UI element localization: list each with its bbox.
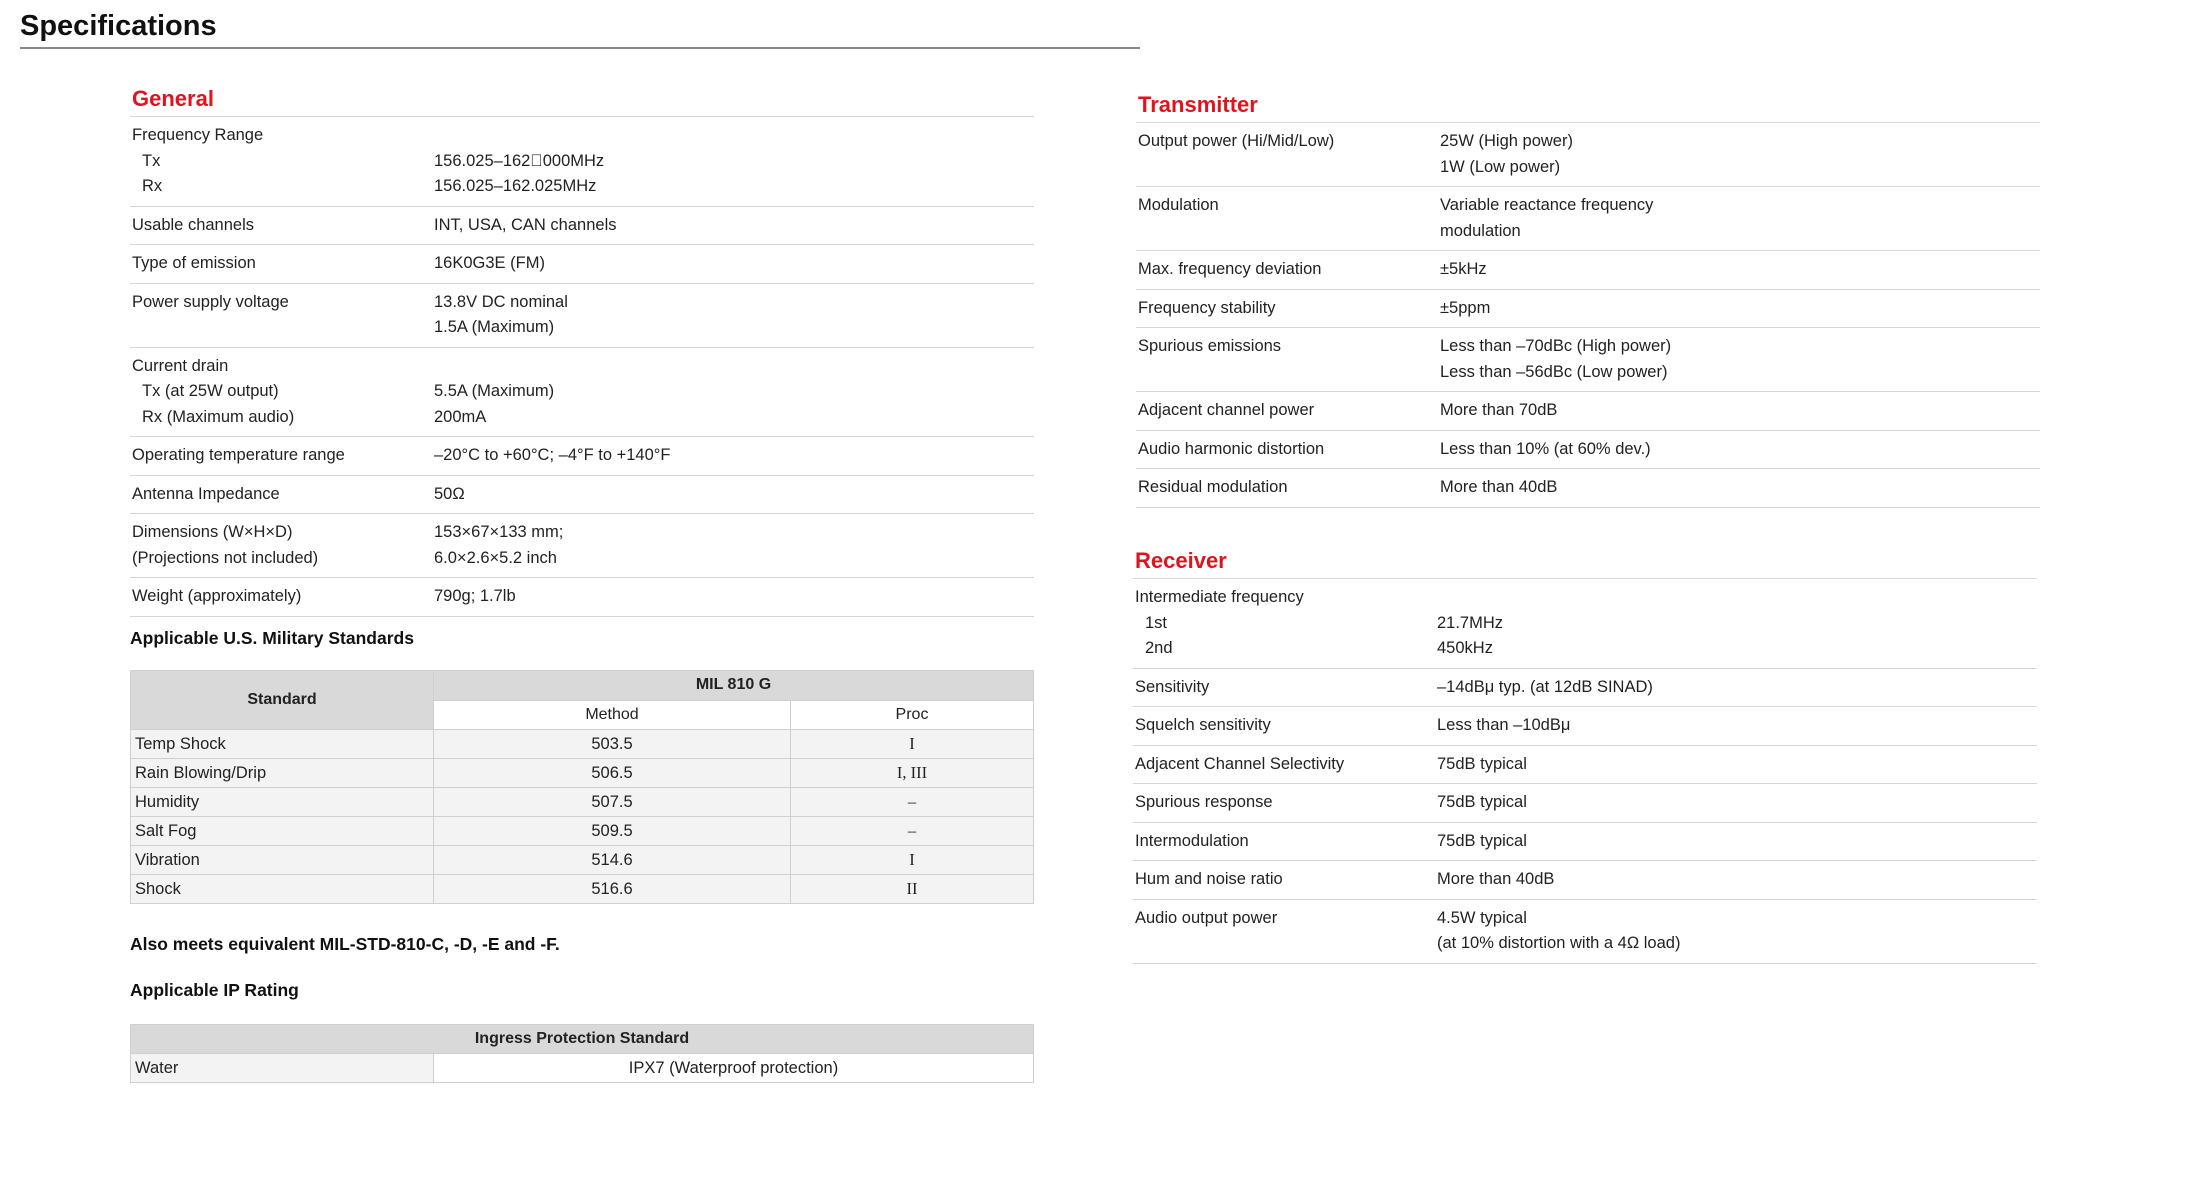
- spec-label: [132, 251, 434, 277]
- table-row: [131, 1054, 1034, 1083]
- spec-value-line: [434, 354, 1034, 380]
- spec-value: [434, 520, 1034, 571]
- page-title: Specifications: [20, 10, 217, 42]
- spec-value: [1440, 257, 2040, 283]
- military-standards-table: [130, 670, 1034, 904]
- spec-value: [434, 584, 1034, 610]
- spec-label-line: Weight (approximately): [132, 587, 302, 605]
- spec-label-line: Output power (Hi/Mid/Low): [1138, 132, 1335, 150]
- spec-label: [1135, 867, 1437, 893]
- spec-label: [1138, 334, 1440, 385]
- spec-label-line: Frequency Range: [132, 126, 264, 144]
- spec-value-line: 16K0G3E (FM): [434, 254, 545, 272]
- method-cell: 507.5: [434, 788, 791, 817]
- spec-row: [1133, 900, 2037, 964]
- spec-label: [1138, 475, 1440, 501]
- method-cell: 516.6: [434, 875, 791, 904]
- spec-value-line: 75dB typical: [1437, 793, 1527, 811]
- proc-cell: I: [791, 846, 1034, 875]
- spec-label-line: Sensitivity: [1135, 677, 1210, 696]
- spec-value: [1440, 334, 2040, 385]
- ip-label-cell: Water: [131, 1054, 434, 1083]
- spec-label-line: [132, 315, 434, 341]
- spec-value-line: 450kHz: [1437, 639, 1493, 657]
- spec-value-line: 75dB typical: [1437, 831, 1527, 850]
- spec-value: [434, 123, 1034, 200]
- proc-cell: I, III: [791, 759, 1034, 788]
- spec-value-line: –14dBμ typ. (at 12dB SINAD): [1437, 677, 1653, 696]
- spec-row: [1133, 823, 2037, 862]
- spec-row: [130, 117, 1034, 207]
- spec-row: [1133, 861, 2037, 900]
- spec-value: [1437, 713, 2037, 739]
- spec-value-line: Variable reactance frequency: [1440, 196, 1654, 214]
- title-divider: [20, 47, 1140, 49]
- spec-row: [130, 476, 1034, 515]
- standard-cell: Salt Fog: [131, 817, 434, 846]
- spec-value: [1437, 585, 2037, 662]
- spec-row: [1133, 669, 2037, 708]
- proc-cell: I: [791, 730, 1034, 759]
- ip-rating-heading: Applicable IP Rating: [130, 980, 299, 1000]
- spec-row: [130, 348, 1034, 438]
- spec-value: [1440, 296, 2040, 322]
- spec-row: [1133, 579, 2037, 669]
- spec-value-line: 156.025–162.025MHz: [434, 177, 597, 195]
- proc-cell: II: [791, 875, 1034, 904]
- spec-value-line: More than 40dB: [1437, 870, 1555, 888]
- spec-label-line: Current drain: [132, 356, 229, 375]
- ip-value-cell: IPX7 (Waterproof protection): [434, 1054, 1034, 1083]
- spec-value-line: 156.025–162 000MHz: [434, 151, 605, 170]
- spec-label: [132, 213, 434, 239]
- spec-value-line: 50Ω: [434, 484, 465, 503]
- col-mil810g-header: MIL 810 G: [434, 671, 1034, 701]
- spec-value: [1437, 752, 2037, 778]
- spec-value: [1440, 129, 2040, 180]
- spec-value: [434, 213, 1034, 239]
- spec-label-line: Spurious response: [1135, 793, 1273, 811]
- general-title: General: [130, 82, 1034, 117]
- spec-value-line: More than 70dB: [1440, 401, 1558, 419]
- spec-label: [132, 123, 434, 200]
- spec-value-line: 153×67×133 mm;: [434, 523, 564, 541]
- spec-value-line: 21.7MHz: [1437, 613, 1504, 632]
- spec-row: [1136, 290, 2040, 329]
- spec-value-line: INT, USA, CAN channels: [434, 215, 617, 234]
- spec-label-line: [1138, 155, 1440, 181]
- spec-value: [1440, 398, 2040, 424]
- spec-value-line: Less than –70dBc (High power): [1440, 337, 1672, 355]
- spec-label-line: Usable channels: [132, 215, 254, 234]
- table-row: [131, 759, 1034, 788]
- spec-row: [130, 207, 1034, 246]
- spec-value-line: 200mA: [434, 407, 487, 426]
- spec-label-line: (Projections not included): [132, 548, 319, 567]
- spec-label: [1138, 193, 1440, 244]
- spec-label-line: Dimensions (W×H×D): [132, 523, 293, 541]
- spec-label-line: Operating temperature range: [132, 446, 345, 464]
- transmitter-section: [1136, 88, 2040, 508]
- spec-value-line: 25W (High power): [1440, 132, 1573, 150]
- spec-label-line: Hum and noise ratio: [1135, 870, 1283, 888]
- spec-value: [1437, 675, 2037, 701]
- spec-value: [1440, 437, 2040, 463]
- spec-label-line: Adjacent Channel Selectivity: [1135, 754, 1345, 773]
- general-spec-list: [130, 117, 1034, 617]
- spec-label: [1135, 752, 1437, 778]
- transmitter-title: Transmitter: [1136, 88, 2040, 123]
- spec-value: [434, 290, 1034, 341]
- spec-label-line: Power supply voltage: [132, 292, 289, 311]
- spec-value-line: Less than –56dBc (Low power): [1440, 362, 1668, 381]
- spec-label: [1138, 129, 1440, 180]
- left-column: [130, 82, 1034, 1077]
- also-meets-note: Also meets equivalent MIL-STD-810-C, -D, -E and -F.: [130, 934, 560, 954]
- spec-label-line: Residual modulation: [1138, 478, 1288, 496]
- spec-value-line: 5.5A (Maximum): [434, 382, 555, 400]
- spec-row: [1136, 392, 2040, 431]
- spec-value-line: ±5kHz: [1440, 260, 1487, 278]
- spec-label: [1135, 713, 1437, 739]
- table-row: [131, 817, 1034, 846]
- military-table-body: [131, 730, 1034, 904]
- spec-value-line: –20°C to +60°C; –4°F to +140°F: [434, 446, 671, 464]
- spec-label: [1135, 675, 1437, 701]
- spec-value-line: modulation: [1440, 221, 1521, 240]
- spec-value: [434, 443, 1034, 469]
- spec-label-line: [1135, 931, 1437, 957]
- right-column: [1135, 88, 2040, 952]
- ip-rating-table: [130, 1024, 1034, 1083]
- spec-label-line: Frequency stability: [1138, 298, 1276, 317]
- standard-cell: Vibration: [131, 846, 434, 875]
- table-row: [131, 730, 1034, 759]
- spec-label-line: Modulation: [1138, 196, 1219, 214]
- spec-label: [132, 354, 434, 431]
- spec-label-line: Spurious emissions: [1138, 337, 1282, 355]
- spec-value-line: More than 40dB: [1440, 478, 1558, 496]
- spec-label: [1135, 790, 1437, 816]
- spec-value: [1437, 790, 2037, 816]
- spec-label-line: Squelch sensitivity: [1135, 716, 1271, 734]
- receiver-section: [1133, 544, 2037, 964]
- spec-row: [1133, 746, 2037, 785]
- spec-value: [1437, 867, 2037, 893]
- spec-value-line: [1437, 585, 2037, 611]
- spec-label-line: Max. frequency deviation: [1138, 260, 1322, 278]
- spec-row: [1136, 431, 2040, 470]
- spec-label-line: Rx (Maximum audio): [142, 407, 295, 426]
- col-proc-header: Proc: [791, 700, 1034, 730]
- spec-label-line: Antenna Impedance: [132, 484, 280, 503]
- spec-value: [1437, 906, 2037, 957]
- general-section: [130, 82, 1034, 617]
- spec-label-line: [1138, 219, 1440, 245]
- transmitter-spec-list: [1136, 123, 2040, 508]
- spec-row: [1133, 707, 2037, 746]
- method-cell: 509.5: [434, 817, 791, 846]
- spec-value-line: 6.0×2.6×5.2 inch: [434, 548, 557, 567]
- method-cell: 506.5: [434, 759, 791, 788]
- spec-label: [132, 584, 434, 610]
- spec-row: [130, 578, 1034, 617]
- spec-label-line: Adjacent channel power: [1138, 401, 1315, 419]
- spec-label: [132, 290, 434, 341]
- spec-label-line: Audio harmonic distortion: [1138, 439, 1325, 458]
- spec-value-line: (at 10% distortion with a 4Ω load): [1437, 934, 1681, 952]
- spec-row: [1136, 123, 2040, 187]
- spec-value: [434, 251, 1034, 277]
- spec-label-line: Intermodulation: [1135, 831, 1249, 850]
- spec-label: [1138, 257, 1440, 283]
- spec-row: [130, 514, 1034, 578]
- receiver-title: Receiver: [1133, 544, 2037, 579]
- spec-value: [434, 354, 1034, 431]
- spec-value: [1437, 829, 2037, 855]
- standard-cell: Humidity: [131, 788, 434, 817]
- method-cell: 514.6: [434, 846, 791, 875]
- spec-label: [1138, 398, 1440, 424]
- ip-standard-header: Ingress Protection Standard: [131, 1025, 1034, 1054]
- spec-value: [1440, 193, 2040, 244]
- spec-row: [1136, 328, 2040, 392]
- proc-cell: –: [791, 788, 1034, 817]
- spec-label: [1138, 296, 1440, 322]
- spec-row: [130, 245, 1034, 284]
- spec-label-line: Type of emission: [132, 254, 256, 272]
- spec-value-line: 13.8V DC nominal: [434, 292, 568, 311]
- spec-label-line: 1st: [1145, 613, 1168, 632]
- spec-row: [1136, 469, 2040, 508]
- spec-value-line: 1.5A (Maximum): [434, 318, 555, 336]
- table-row: [131, 846, 1034, 875]
- table-row: [131, 788, 1034, 817]
- military-standards-heading: Applicable U.S. Military Standards: [130, 628, 414, 648]
- spec-value-line: 75dB typical: [1437, 754, 1527, 773]
- spec-value-line: 1W (Low power): [1440, 157, 1561, 176]
- standard-cell: Shock: [131, 875, 434, 904]
- spec-value-line: 790g; 1.7lb: [434, 587, 516, 605]
- standard-cell: Temp Shock: [131, 730, 434, 759]
- spec-value-line: Less than –10dBμ: [1437, 716, 1571, 734]
- spec-label-line: Rx: [142, 177, 163, 195]
- spec-value-line: Less than 10% (at 60% dev.): [1440, 439, 1651, 458]
- spec-label-line: Tx: [142, 151, 161, 170]
- spec-value: [1440, 475, 2040, 501]
- receiver-spec-list: [1133, 579, 2037, 964]
- spec-row: [130, 284, 1034, 348]
- spec-label: [1135, 829, 1437, 855]
- spec-label-line: Intermediate frequency: [1135, 588, 1304, 606]
- standard-cell: Rain Blowing/Drip: [131, 759, 434, 788]
- spec-label: [132, 443, 434, 469]
- method-cell: 503.5: [434, 730, 791, 759]
- spec-label-line: Tx (at 25W output): [142, 382, 279, 400]
- spec-value-line: ±5ppm: [1440, 298, 1491, 317]
- spec-label: [1135, 906, 1437, 957]
- spec-value: [434, 482, 1034, 508]
- spec-value-line: [434, 123, 1034, 149]
- spec-label-line: [1138, 360, 1440, 386]
- table-row: [131, 875, 1034, 904]
- col-standard-header: Standard: [131, 671, 434, 730]
- spec-row: [1136, 251, 2040, 290]
- spec-label: [1138, 437, 1440, 463]
- spec-label: [1135, 585, 1437, 662]
- spec-row: [1136, 187, 2040, 251]
- spec-row: [130, 437, 1034, 476]
- proc-cell: –: [791, 817, 1034, 846]
- col-method-header: Method: [434, 700, 791, 730]
- spec-row: [1133, 784, 2037, 823]
- spec-value-line: 4.5W typical: [1437, 908, 1527, 927]
- spec-label: [132, 482, 434, 508]
- spec-label-line: 2nd: [1145, 639, 1173, 657]
- spec-label: [132, 520, 434, 571]
- spec-label-line: Audio output power: [1135, 908, 1278, 927]
